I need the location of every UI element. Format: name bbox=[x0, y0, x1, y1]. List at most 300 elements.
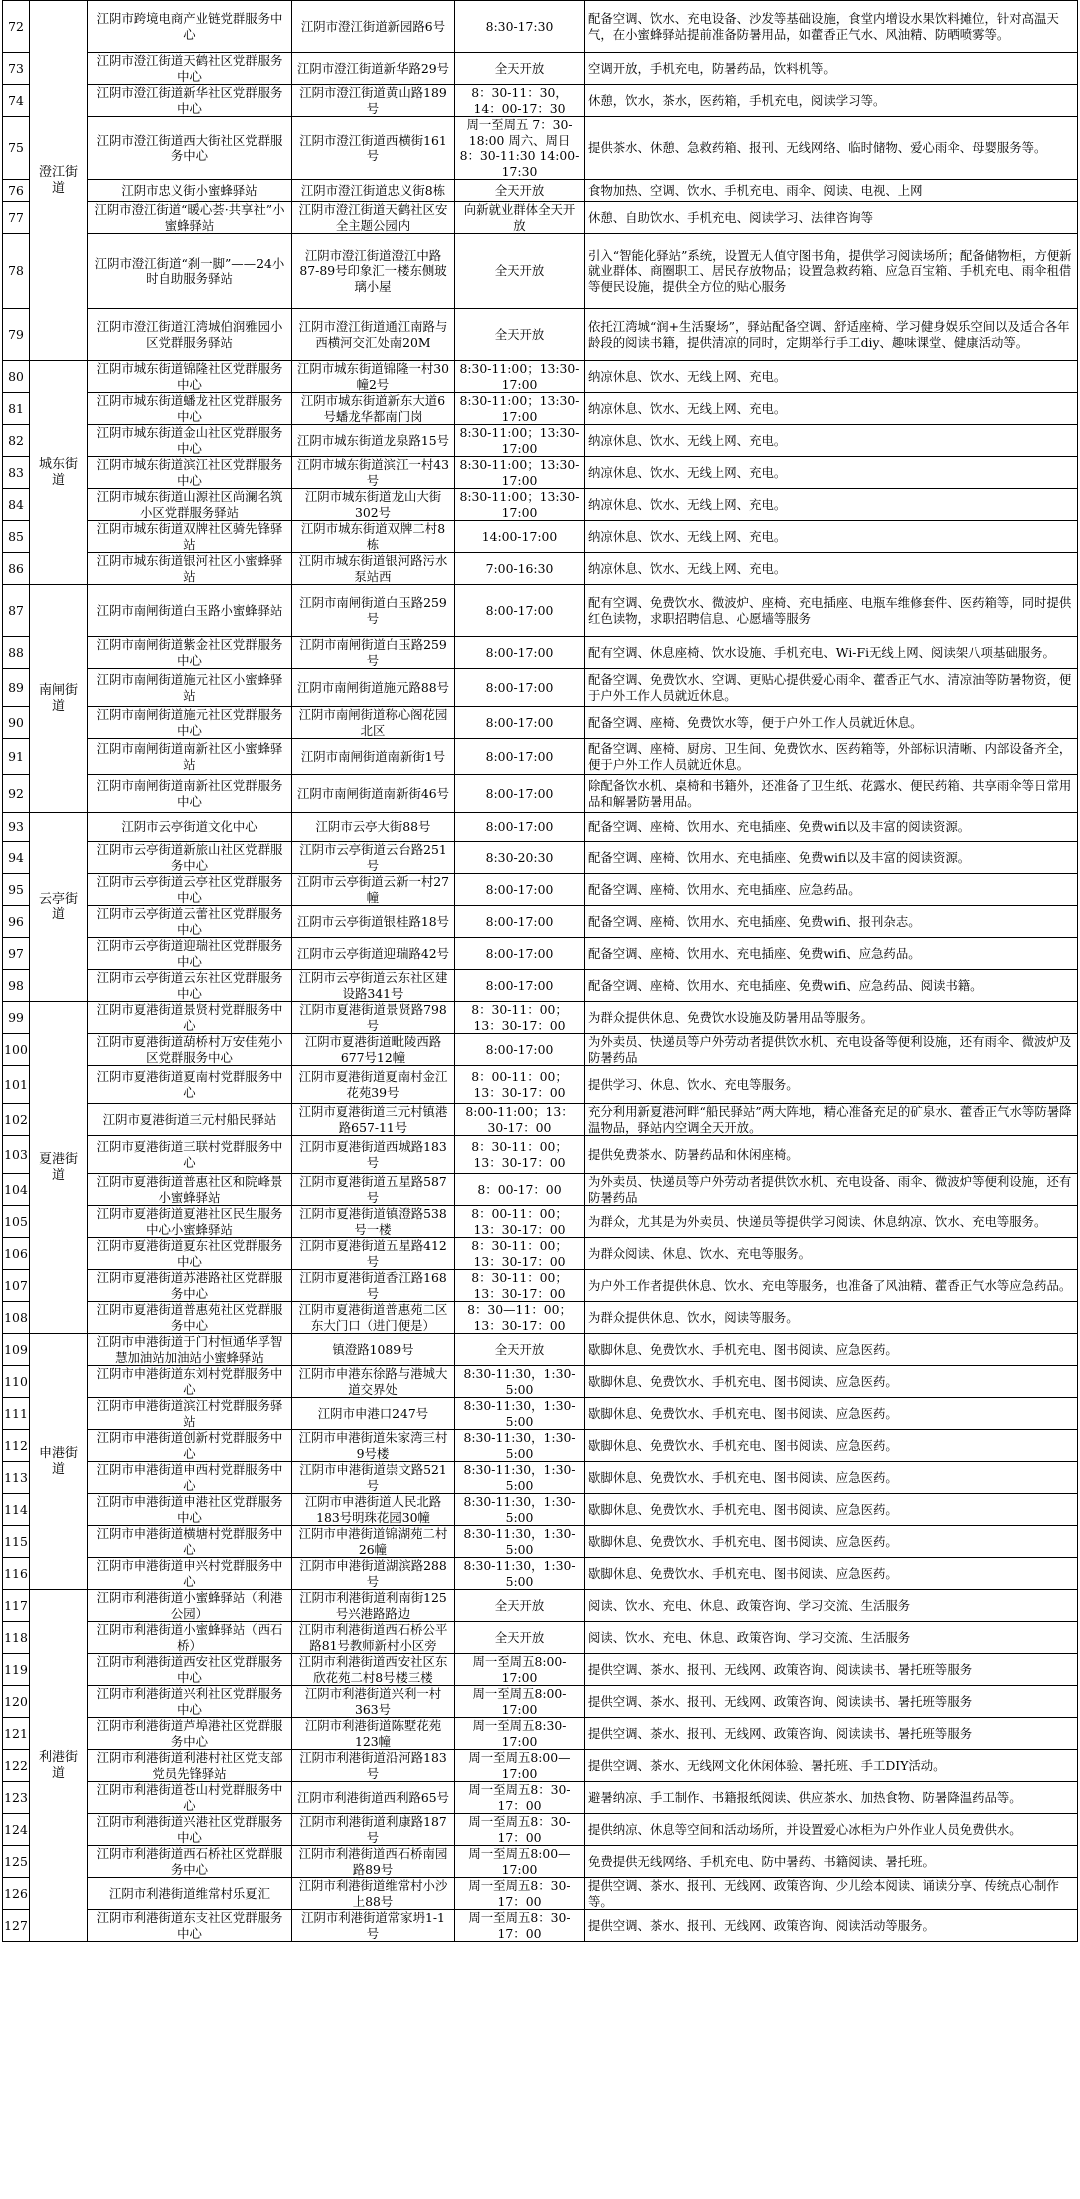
site-address: 江阴市夏港街道三元村镇港路657-11号 bbox=[292, 1104, 455, 1136]
site-name: 江阴市夏港街道夏南村党群服务中心 bbox=[88, 1066, 292, 1104]
site-address: 江阴市利港街道利南街125号兴港路路边 bbox=[292, 1590, 455, 1622]
table-row bbox=[3, 874, 1078, 906]
opening-hours: 8:00-17:00 bbox=[455, 637, 585, 669]
site-name: 江阴市城东街道双牌社区骑先锋驿站 bbox=[88, 521, 292, 553]
opening-hours: 周一至周五8:00-17:00 bbox=[455, 1686, 585, 1718]
table-row bbox=[3, 425, 1078, 457]
row-number: 87 bbox=[3, 585, 30, 637]
site-address: 江阴市申港东徐路与港城大道交界处 bbox=[292, 1366, 455, 1398]
opening-hours: 周一至周五8:30-17:00 bbox=[455, 1718, 585, 1750]
table-row bbox=[3, 1686, 1078, 1718]
site-name: 江阴市利港街道维常村乐夏汇 bbox=[88, 1878, 292, 1910]
service-description: 依托江湾城“润+生活聚场”，驿站配备空调、舒适座椅、学习健身娱乐空间以及适合各年龄段的阅读书籍，提供清凉的同时，定期举行手工diy、趣味课堂、健康活动等。 bbox=[585, 309, 1078, 361]
opening-hours: 8:30-11:00；13:30-17:00 bbox=[455, 489, 585, 521]
street-name: 南闸街道 bbox=[30, 585, 88, 813]
service-description: 提供空调、茶水、无线网文化休闲体验、暑托班、手工DIY活动。 bbox=[585, 1750, 1078, 1782]
row-number: 121 bbox=[3, 1718, 30, 1750]
row-number: 104 bbox=[3, 1174, 30, 1206]
service-description: 配备空调、饮水、充电设备、沙发等基础设施，食堂内增设水果饮料摊位，针对高温天气，在小蜜蜂驿站提前准备防暑用品，如藿香正气水、风油精、防晒喷雾等。 bbox=[585, 1, 1078, 53]
service-description: 配备空调、免费饮水、空调、更贴心提供爱心雨伞、藿香正气水、清凉油等防暑物资，便于户外工作人员就近休息。 bbox=[585, 669, 1078, 707]
site-address: 江阴市利港街道沿河路183号 bbox=[292, 1750, 455, 1782]
site-address: 江阴市申港街道人民北路183号明珠花园30幢 bbox=[292, 1494, 455, 1526]
table-row bbox=[3, 309, 1078, 361]
table-row bbox=[3, 775, 1078, 813]
service-description: 为外卖员、快递员等户外劳动者提供饮水机、充电设备、雨伞、微波炉等便利设施，还有防暑药品 bbox=[585, 1174, 1078, 1206]
site-name: 江阴市夏港街道普惠苑社区党群服务中心 bbox=[88, 1302, 292, 1334]
site-name: 江阴市澄江街道新华社区党群服务中心 bbox=[88, 85, 292, 117]
opening-hours: 7:00-16:30 bbox=[455, 553, 585, 585]
site-address: 江阴市申港街道湖滨路288号 bbox=[292, 1558, 455, 1590]
site-name: 江阴市城东街道蟠龙社区党群服务中心 bbox=[88, 393, 292, 425]
site-address: 江阴市澄江街道新园路6号 bbox=[292, 1, 455, 53]
street-name: 申港街道 bbox=[30, 1334, 88, 1590]
site-name: 江阴市申港街道申港社区党群服务中心 bbox=[88, 1494, 292, 1526]
opening-hours: 全天开放 bbox=[455, 309, 585, 361]
site-name: 江阴市利港街道芦埠港社区党群服务中心 bbox=[88, 1718, 292, 1750]
row-number: 93 bbox=[3, 813, 30, 842]
table-row bbox=[3, 117, 1078, 180]
site-name: 江阴市利港街道兴港社区党群服务中心 bbox=[88, 1814, 292, 1846]
table-row bbox=[3, 637, 1078, 669]
row-number: 110 bbox=[3, 1366, 30, 1398]
table-row bbox=[3, 1430, 1078, 1462]
table-row bbox=[3, 938, 1078, 970]
row-number: 124 bbox=[3, 1814, 30, 1846]
table-row bbox=[3, 521, 1078, 553]
service-description: 纳凉休息、饮水、无线上网、充电。 bbox=[585, 393, 1078, 425]
street-name: 澄江街道 bbox=[30, 1, 88, 361]
site-name: 江阴市申港街道滨江村党群服务驿站 bbox=[88, 1398, 292, 1430]
table-row bbox=[3, 1910, 1078, 1942]
site-address: 江阴市利港街道利康路187号 bbox=[292, 1814, 455, 1846]
service-description: 配备空调、座椅、饮用水、充电插座、免费wifi、应急药品、阅读书籍。 bbox=[585, 970, 1078, 1002]
site-address: 江阴市南闸街道施元路88号 bbox=[292, 669, 455, 707]
service-description: 纳凉休息、饮水、无线上网、充电。 bbox=[585, 425, 1078, 457]
row-number: 72 bbox=[3, 1, 30, 53]
opening-hours: 8:30-11:30，1:30-5:00 bbox=[455, 1526, 585, 1558]
opening-hours: 8:00-11:00；13：30-17：00 bbox=[455, 1104, 585, 1136]
row-number: 74 bbox=[3, 85, 30, 117]
row-number: 115 bbox=[3, 1526, 30, 1558]
opening-hours: 全天开放 bbox=[455, 180, 585, 202]
site-address: 江阴市城东街道双牌二村8栋 bbox=[292, 521, 455, 553]
street-name: 城东街道 bbox=[30, 361, 88, 585]
site-name: 江阴市南闸街道施元社区小蜜蜂驿站 bbox=[88, 669, 292, 707]
site-name: 江阴市南闸街道施元社区党群服务中心 bbox=[88, 707, 292, 739]
site-name: 江阴市利港街道小蜜蜂驿站（利港公园） bbox=[88, 1590, 292, 1622]
table-row bbox=[3, 1558, 1078, 1590]
service-description: 提供免费茶水、防暑药品和休闲座椅。 bbox=[585, 1136, 1078, 1174]
row-number: 103 bbox=[3, 1136, 30, 1174]
site-name: 江阴市利港街道小蜜蜂驿站（西石桥） bbox=[88, 1622, 292, 1654]
service-description: 歇脚休息、免费饮水、手机充电、图书阅读、应急医药。 bbox=[585, 1430, 1078, 1462]
service-description: 休憩，饮水，茶水，医药箱，手机充电，阅读学习等。 bbox=[585, 85, 1078, 117]
site-name: 江阴市城东街道山源社区尚澜名筑小区党群服务驿站 bbox=[88, 489, 292, 521]
service-description: 配备空调、座椅、免费饮水等，便于户外工作人员就近休息。 bbox=[585, 707, 1078, 739]
row-number: 96 bbox=[3, 906, 30, 938]
table-row bbox=[3, 1034, 1078, 1066]
opening-hours: 8:30-11:30，1:30-5:00 bbox=[455, 1366, 585, 1398]
service-description: 为群众阅读、休息、饮水、充电等服务。 bbox=[585, 1238, 1078, 1270]
site-name: 江阴市南闸街道南新社区小蜜蜂驿站 bbox=[88, 739, 292, 775]
service-description: 纳凉休息、饮水、无线上网、充电。 bbox=[585, 489, 1078, 521]
row-number: 107 bbox=[3, 1270, 30, 1302]
table-row bbox=[3, 669, 1078, 707]
row-number: 102 bbox=[3, 1104, 30, 1136]
opening-hours: 周一至周五8：30-17：00 bbox=[455, 1814, 585, 1846]
site-address: 江阴市申港街道锦湖苑二村26幢 bbox=[292, 1526, 455, 1558]
service-description: 除配备饮水机、桌椅和书籍外，还准备了卫生纸、花露水、便民药箱、共享雨伞等日常用品和解暑防暑用品。 bbox=[585, 775, 1078, 813]
service-description: 歇脚休息、免费饮水、手机充电、图书阅读、应急医药。 bbox=[585, 1398, 1078, 1430]
service-description: 避暑纳凉、手工制作、书籍报纸阅读、供应茶水、加热食物、防暑降温药品等。 bbox=[585, 1782, 1078, 1814]
row-number: 99 bbox=[3, 1002, 30, 1034]
site-address: 江阴市夏港街道五星路412号 bbox=[292, 1238, 455, 1270]
table-row bbox=[3, 970, 1078, 1002]
table-row bbox=[3, 553, 1078, 585]
row-number: 113 bbox=[3, 1462, 30, 1494]
site-address: 江阴市申港口247号 bbox=[292, 1398, 455, 1430]
row-number: 82 bbox=[3, 425, 30, 457]
opening-hours: 8:30-11:30，1:30-5:00 bbox=[455, 1430, 585, 1462]
site-name: 江阴市云亭街道文化中心 bbox=[88, 813, 292, 842]
site-name: 江阴市夏港街道夏港社区民生服务中心小蜜蜂驿站 bbox=[88, 1206, 292, 1238]
site-name: 江阴市夏港街道苏港路社区党群服务中心 bbox=[88, 1270, 292, 1302]
service-description: 为群众提供休息、饮水，阅读等服务。 bbox=[585, 1302, 1078, 1334]
site-address: 江阴市城东街道锦隆一村30幢2号 bbox=[292, 361, 455, 393]
table-row bbox=[3, 1398, 1078, 1430]
service-description: 为群众，尤其是为外卖员、快递员等提供学习阅读、休息纳凉、饮水、充电等服务。 bbox=[585, 1206, 1078, 1238]
site-name: 江阴市申港街道申西村党群服务中心 bbox=[88, 1462, 292, 1494]
service-description: 提供空调、茶水、报刊、无线网、政策咨询、阅读读书、暑托班等服务 bbox=[585, 1686, 1078, 1718]
row-number: 126 bbox=[3, 1878, 30, 1910]
opening-hours: 周一至周五8：30-17：00 bbox=[455, 1878, 585, 1910]
table-row bbox=[3, 1846, 1078, 1878]
site-name: 江阴市澄江街道西大街社区党群服务中心 bbox=[88, 117, 292, 180]
table-row bbox=[3, 393, 1078, 425]
row-number: 86 bbox=[3, 553, 30, 585]
site-address: 江阴市利港街道维常村小沙上88号 bbox=[292, 1878, 455, 1910]
site-name: 江阴市云亭街道新旅山社区党群服务中心 bbox=[88, 842, 292, 874]
site-name: 江阴市利港街道东支社区党群服务中心 bbox=[88, 1910, 292, 1942]
table-row bbox=[3, 1174, 1078, 1206]
opening-hours: 8:30-11:30，1:30-5:00 bbox=[455, 1558, 585, 1590]
site-name: 江阴市夏港街道三联村党群服务中心 bbox=[88, 1136, 292, 1174]
opening-hours: 周一至周五8：30-17：00 bbox=[455, 1782, 585, 1814]
row-number: 88 bbox=[3, 637, 30, 669]
site-address: 江阴市城东街道龙山大街302号 bbox=[292, 489, 455, 521]
site-name: 江阴市南闸街道南新社区党群服务中心 bbox=[88, 775, 292, 813]
table-row bbox=[3, 1750, 1078, 1782]
site-name: 江阴市城东街道银河社区小蜜蜂驿站 bbox=[88, 553, 292, 585]
row-number: 119 bbox=[3, 1654, 30, 1686]
opening-hours: 8：30—11：00；13：30-17：00 bbox=[455, 1302, 585, 1334]
opening-hours: 8：30-11：00；13：30-17：00 bbox=[455, 1136, 585, 1174]
site-name: 江阴市申港街道横塘村党群服务中心 bbox=[88, 1526, 292, 1558]
opening-hours: 8：00-11：00；13：30-17：00 bbox=[455, 1206, 585, 1238]
row-number: 80 bbox=[3, 361, 30, 393]
table-row bbox=[3, 1366, 1078, 1398]
site-name: 江阴市城东街道金山社区党群服务中心 bbox=[88, 425, 292, 457]
site-name: 江阴市申港街道东刘村党群服务中心 bbox=[88, 1366, 292, 1398]
service-description: 休憩、自助饮水、手机充电、阅读学习、法律咨询等 bbox=[585, 202, 1078, 234]
row-number: 125 bbox=[3, 1846, 30, 1878]
row-number: 77 bbox=[3, 202, 30, 234]
service-description: 纳凉休息、饮水、无线上网、充电。 bbox=[585, 553, 1078, 585]
opening-hours: 全天开放 bbox=[455, 1334, 585, 1366]
opening-hours: 向新就业群体全天开放 bbox=[455, 202, 585, 234]
table-row bbox=[3, 1494, 1078, 1526]
site-name: 江阴市申港街道创新村党群服务中心 bbox=[88, 1430, 292, 1462]
site-address: 江阴市南闸街道称心阁花园北区 bbox=[292, 707, 455, 739]
opening-hours: 全天开放 bbox=[455, 53, 585, 85]
service-description: 提供空调、茶水、报刊、无线网、政策咨询、阅读读书、暑托班等服务 bbox=[585, 1654, 1078, 1686]
opening-hours: 8:00-17:00 bbox=[455, 669, 585, 707]
site-address: 江阴市城东街道新东大道6号蟠龙华都南门岗 bbox=[292, 393, 455, 425]
table-row bbox=[3, 234, 1078, 309]
service-description: 为外卖员、快递员等户外劳动者提供饮水机、充电设备等便利设施，还有雨伞、微波炉及防暑药品 bbox=[585, 1034, 1078, 1066]
table-row bbox=[3, 1206, 1078, 1238]
table-row bbox=[3, 180, 1078, 202]
service-description: 提供空调、茶水、报刊、无线网、政策咨询、少儿绘本阅读、诵读分享、传统点心制作等。 bbox=[585, 1878, 1078, 1910]
table-row bbox=[3, 739, 1078, 775]
table-row bbox=[3, 1782, 1078, 1814]
table-row bbox=[3, 842, 1078, 874]
site-name: 江阴市南闸街道白玉路小蜜蜂驿站 bbox=[88, 585, 292, 637]
site-address: 江阴市利港街道西安社区东欣花苑二村8号楼三楼 bbox=[292, 1654, 455, 1686]
table-row bbox=[3, 813, 1078, 842]
row-number: 76 bbox=[3, 180, 30, 202]
opening-hours: 周一至周五8：30-17：00 bbox=[455, 1910, 585, 1942]
row-number: 127 bbox=[3, 1910, 30, 1942]
site-name: 江阴市澄江街道江湾城伯润雅园小区党群服务驿站 bbox=[88, 309, 292, 361]
site-address: 江阴市澄江街道黄山路189号 bbox=[292, 85, 455, 117]
opening-hours: 8：30-11：30，14：00-17：30 bbox=[455, 85, 585, 117]
service-description: 配备空调、座椅、饮用水、充电插座、免费wifi以及丰富的阅读资源。 bbox=[585, 813, 1078, 842]
service-description: 提供学习、休息、饮水、充电等服务。 bbox=[585, 1066, 1078, 1104]
service-description: 纳凉休息、饮水、无线上网、充电。 bbox=[585, 521, 1078, 553]
table-row bbox=[3, 53, 1078, 85]
table-row bbox=[3, 1066, 1078, 1104]
table-row bbox=[3, 1654, 1078, 1686]
table-row bbox=[3, 707, 1078, 739]
table-row bbox=[3, 202, 1078, 234]
site-address: 江阴市澄江街道新华路29号 bbox=[292, 53, 455, 85]
opening-hours: 8:30-20:30 bbox=[455, 842, 585, 874]
row-number: 79 bbox=[3, 309, 30, 361]
table-row bbox=[3, 1, 1078, 53]
opening-hours: 8:30-11:30，1:30-5:00 bbox=[455, 1398, 585, 1430]
service-description: 阅读、饮水、充电、休息、政策咨询、学习交流、生活服务 bbox=[585, 1590, 1078, 1622]
opening-hours: 8：30-11：00；13：30-17：00 bbox=[455, 1270, 585, 1302]
row-number: 112 bbox=[3, 1430, 30, 1462]
site-address: 江阴市夏港街道五星路587号 bbox=[292, 1174, 455, 1206]
service-description: 配备空调、座椅、厨房、卫生间、免费饮水、医药箱等，外部标识清晰、内部设备齐全，便于户外工作人员就近休息。 bbox=[585, 739, 1078, 775]
opening-hours: 8:00-17:00 bbox=[455, 938, 585, 970]
site-name: 江阴市申港街道于门村恒通华孚智慧加油站加油站小蜜蜂驿站 bbox=[88, 1334, 292, 1366]
service-description: 为户外工作者提供休息、饮水、充电等服务，也准备了风油精、藿香正气水等应急药品。 bbox=[585, 1270, 1078, 1302]
service-description: 歇脚休息、免费饮水、手机充电、图书阅读、应急医药。 bbox=[585, 1526, 1078, 1558]
table-row bbox=[3, 1270, 1078, 1302]
site-address: 江阴市澄江街道天鹤社区安全主题公园内 bbox=[292, 202, 455, 234]
opening-hours: 8:30-11:00；13:30-17:00 bbox=[455, 457, 585, 489]
opening-hours: 8:30-11:00；13:30-17:00 bbox=[455, 393, 585, 425]
site-address: 江阴市云亭街道云东社区建设路341号 bbox=[292, 970, 455, 1002]
table-row bbox=[3, 1462, 1078, 1494]
service-description: 歇脚休息、免费饮水、手机充电、图书阅读、应急医药。 bbox=[585, 1558, 1078, 1590]
site-address: 江阴市夏港街道香江路168号 bbox=[292, 1270, 455, 1302]
site-address: 江阴市南闸街道白玉路259号 bbox=[292, 637, 455, 669]
site-address: 江阴市申港街道崇文路521号 bbox=[292, 1462, 455, 1494]
service-description: 阅读、饮水、充电、休息、政策咨询、学习交流、生活服务 bbox=[585, 1622, 1078, 1654]
service-description: 歇脚休息、免费饮水、手机充电、图书阅读、应急医药。 bbox=[585, 1494, 1078, 1526]
site-address: 江阴市利港街道西利路65号 bbox=[292, 1782, 455, 1814]
site-address: 江阴市夏港街道普惠苑二区东大门口（进门便是） bbox=[292, 1302, 455, 1334]
row-number: 98 bbox=[3, 970, 30, 1002]
opening-hours: 8:00-17:00 bbox=[455, 775, 585, 813]
opening-hours: 8:00-17:00 bbox=[455, 707, 585, 739]
site-name: 江阴市夏港街道葫桥村万安佳苑小区党群服务中心 bbox=[88, 1034, 292, 1066]
service-description: 引入“智能化驿站”系统，设置无人值守图书角，提供学习阅读场所；配备储物柜，方便新就业群体、商圈职工、居民存放物品；设置急救药箱、应急百宝箱、手机充电、雨伞租借等便民设施，提供全方位的贴心服务 bbox=[585, 234, 1078, 309]
opening-hours: 8:00-17:00 bbox=[455, 1034, 585, 1066]
table-body bbox=[3, 1, 1078, 1942]
site-name: 江阴市利港街道利港村社区党支部党员先锋驿站 bbox=[88, 1750, 292, 1782]
site-name: 江阴市云亭街道云蕾社区党群服务中心 bbox=[88, 906, 292, 938]
site-address: 江阴市城东街道银河路污水泵站西 bbox=[292, 553, 455, 585]
service-description: 为群众提供休息、免费饮水设施及防暑用品等服务。 bbox=[585, 1002, 1078, 1034]
table-row bbox=[3, 1302, 1078, 1334]
table-row bbox=[3, 1136, 1078, 1174]
opening-hours: 8：00-11：00；13：30-17：00 bbox=[455, 1066, 585, 1104]
site-address: 江阴市利港街道西石桥公平路81号教师新村小区旁 bbox=[292, 1622, 455, 1654]
service-description: 歇脚休息、免费饮水、手机充电、图书阅读、应急医药。 bbox=[585, 1462, 1078, 1494]
table-row bbox=[3, 1814, 1078, 1846]
site-name: 江阴市澄江街道天鹤社区党群服务中心 bbox=[88, 53, 292, 85]
site-address: 江阴市云亭街道云新一村27幢 bbox=[292, 874, 455, 906]
opening-hours: 8:00-17:00 bbox=[455, 906, 585, 938]
row-number: 118 bbox=[3, 1622, 30, 1654]
site-address: 江阴市夏港街道夏南村金江花苑39号 bbox=[292, 1066, 455, 1104]
table-row bbox=[3, 1526, 1078, 1558]
site-name: 江阴市夏港街道普惠社区和院峰景小蜜蜂驿站 bbox=[88, 1174, 292, 1206]
table-row bbox=[3, 1334, 1078, 1366]
site-name: 江阴市云亭街道迎瑞社区党群服务中心 bbox=[88, 938, 292, 970]
service-description: 空调开放，手机充电，防暑药品，饮料机等。 bbox=[585, 53, 1078, 85]
site-address: 江阴市南闸街道南新街1号 bbox=[292, 739, 455, 775]
row-number: 105 bbox=[3, 1206, 30, 1238]
opening-hours: 8:00-17:00 bbox=[455, 970, 585, 1002]
opening-hours: 14:00-17:00 bbox=[455, 521, 585, 553]
site-address: 江阴市南闸街道白玉路259号 bbox=[292, 585, 455, 637]
table-row bbox=[3, 85, 1078, 117]
row-number: 109 bbox=[3, 1334, 30, 1366]
row-number: 83 bbox=[3, 457, 30, 489]
site-address: 江阴市澄江街道澄江中路87-89号印象汇一楼东侧玻璃小屋 bbox=[292, 234, 455, 309]
opening-hours: 8:30-17:30 bbox=[455, 1, 585, 53]
site-name: 江阴市云亭街道云亭社区党群服务中心 bbox=[88, 874, 292, 906]
opening-hours: 全天开放 bbox=[455, 1622, 585, 1654]
site-address: 江阴市利港街道西石桥南园路89号 bbox=[292, 1846, 455, 1878]
row-number: 78 bbox=[3, 234, 30, 309]
site-name: 江阴市利港街道西安社区党群服务中心 bbox=[88, 1654, 292, 1686]
service-description: 配备空调、座椅、饮用水、充电插座、免费wifi、报刊杂志。 bbox=[585, 906, 1078, 938]
service-description: 提供空调、茶水、报刊、无线网、政策咨询、阅读读书、暑托班等服务 bbox=[585, 1718, 1078, 1750]
service-description: 配备空调、座椅、饮用水、充电插座、应急药品。 bbox=[585, 874, 1078, 906]
row-number: 108 bbox=[3, 1302, 30, 1334]
site-address: 江阴市云亭街道云台路251号 bbox=[292, 842, 455, 874]
row-number: 111 bbox=[3, 1398, 30, 1430]
row-number: 95 bbox=[3, 874, 30, 906]
opening-hours: 8:30-11:00；13:30-17:00 bbox=[455, 361, 585, 393]
table-row bbox=[3, 1104, 1078, 1136]
row-number: 100 bbox=[3, 1034, 30, 1066]
street-name: 利港街道 bbox=[30, 1590, 88, 1942]
service-description: 食物加热、空调、饮水、手机充电、雨伞、阅读、电视、上网 bbox=[585, 180, 1078, 202]
site-address: 江阴市澄江街道忠义街8栋 bbox=[292, 180, 455, 202]
site-address: 江阴市云亭街道迎瑞路42号 bbox=[292, 938, 455, 970]
row-number: 120 bbox=[3, 1686, 30, 1718]
row-number: 116 bbox=[3, 1558, 30, 1590]
site-name: 江阴市夏港街道夏东社区党群服务中心 bbox=[88, 1238, 292, 1270]
service-description: 提供纳凉、休息等空间和活动场所，并设置爱心冰柜为户外作业人员免费供水。 bbox=[585, 1814, 1078, 1846]
site-name: 江阴市跨境电商产业链党群服务中心 bbox=[88, 1, 292, 53]
site-name: 江阴市城东街道滨江社区党群服务中心 bbox=[88, 457, 292, 489]
site-address: 江阴市云亭大街88号 bbox=[292, 813, 455, 842]
site-name: 江阴市夏港街道三元村船民驿站 bbox=[88, 1104, 292, 1136]
opening-hours: 8:30-11:00；13:30-17:00 bbox=[455, 425, 585, 457]
service-description: 配备空调、座椅、饮用水、充电插座、免费wifi以及丰富的阅读资源。 bbox=[585, 842, 1078, 874]
opening-hours: 周一至周五8:00—17:00 bbox=[455, 1750, 585, 1782]
row-number: 91 bbox=[3, 739, 30, 775]
row-number: 84 bbox=[3, 489, 30, 521]
site-address: 江阴市城东街道龙泉路15号 bbox=[292, 425, 455, 457]
row-number: 101 bbox=[3, 1066, 30, 1104]
table-row bbox=[3, 1718, 1078, 1750]
table-row bbox=[3, 1878, 1078, 1910]
site-address: 江阴市城东街道滨江一村43号 bbox=[292, 457, 455, 489]
opening-hours: 8：00-17：00 bbox=[455, 1174, 585, 1206]
service-description: 提供茶水、休憩、急救药箱、报刊、无线网络、临时储物、爱心雨伞、母婴服务等。 bbox=[585, 117, 1078, 180]
row-number: 123 bbox=[3, 1782, 30, 1814]
opening-hours: 周一至周五8:00—17:00 bbox=[455, 1846, 585, 1878]
site-name: 江阴市澄江街道“刹一脚”——24小时自助服务驿站 bbox=[88, 234, 292, 309]
service-description: 配有空调、免费饮水、微波炉、座椅、充电插座、电瓶车维修套件、医药箱等，同时提供红色读物，求职招聘信息、心愿墙等服务 bbox=[585, 585, 1078, 637]
row-number: 89 bbox=[3, 669, 30, 707]
opening-hours: 周一至周五8:00-17:00 bbox=[455, 1654, 585, 1686]
site-address: 江阴市夏港街道镇澄路538号一楼 bbox=[292, 1206, 455, 1238]
table-row bbox=[3, 906, 1078, 938]
row-number: 90 bbox=[3, 707, 30, 739]
service-description: 歇脚休息、免费饮水、手机充电、图书阅读、应急医药。 bbox=[585, 1334, 1078, 1366]
street-name: 云亭街道 bbox=[30, 813, 88, 1002]
opening-hours: 8:00-17:00 bbox=[455, 585, 585, 637]
service-description: 歇脚休息、免费饮水、手机充电、图书阅读、应急医药。 bbox=[585, 1366, 1078, 1398]
table-row bbox=[3, 1002, 1078, 1034]
table-row bbox=[3, 1238, 1078, 1270]
street-name: 夏港街道 bbox=[30, 1002, 88, 1334]
site-name: 江阴市澄江街道“暖心荟·共享社”小蜜蜂驿站 bbox=[88, 202, 292, 234]
opening-hours: 8:00-17:00 bbox=[455, 813, 585, 842]
site-address: 江阴市夏港街道毗陵西路677号12幢 bbox=[292, 1034, 455, 1066]
site-address: 镇澄路1089号 bbox=[292, 1334, 455, 1366]
site-name: 江阴市夏港街道景贤村党群服务中心 bbox=[88, 1002, 292, 1034]
opening-hours: 8:00-17:00 bbox=[455, 874, 585, 906]
table-row bbox=[3, 457, 1078, 489]
site-address: 江阴市南闸街道南新街46号 bbox=[292, 775, 455, 813]
opening-hours: 周一至周五 7：30- 18:00 周六、周日 8：30-11:30 14:00-17:30 bbox=[455, 117, 585, 180]
service-description: 纳凉休息、饮水、无线上网、充电。 bbox=[585, 457, 1078, 489]
opening-hours: 8：30-11：00；13：30-17：00 bbox=[455, 1002, 585, 1034]
opening-hours: 全天开放 bbox=[455, 1590, 585, 1622]
